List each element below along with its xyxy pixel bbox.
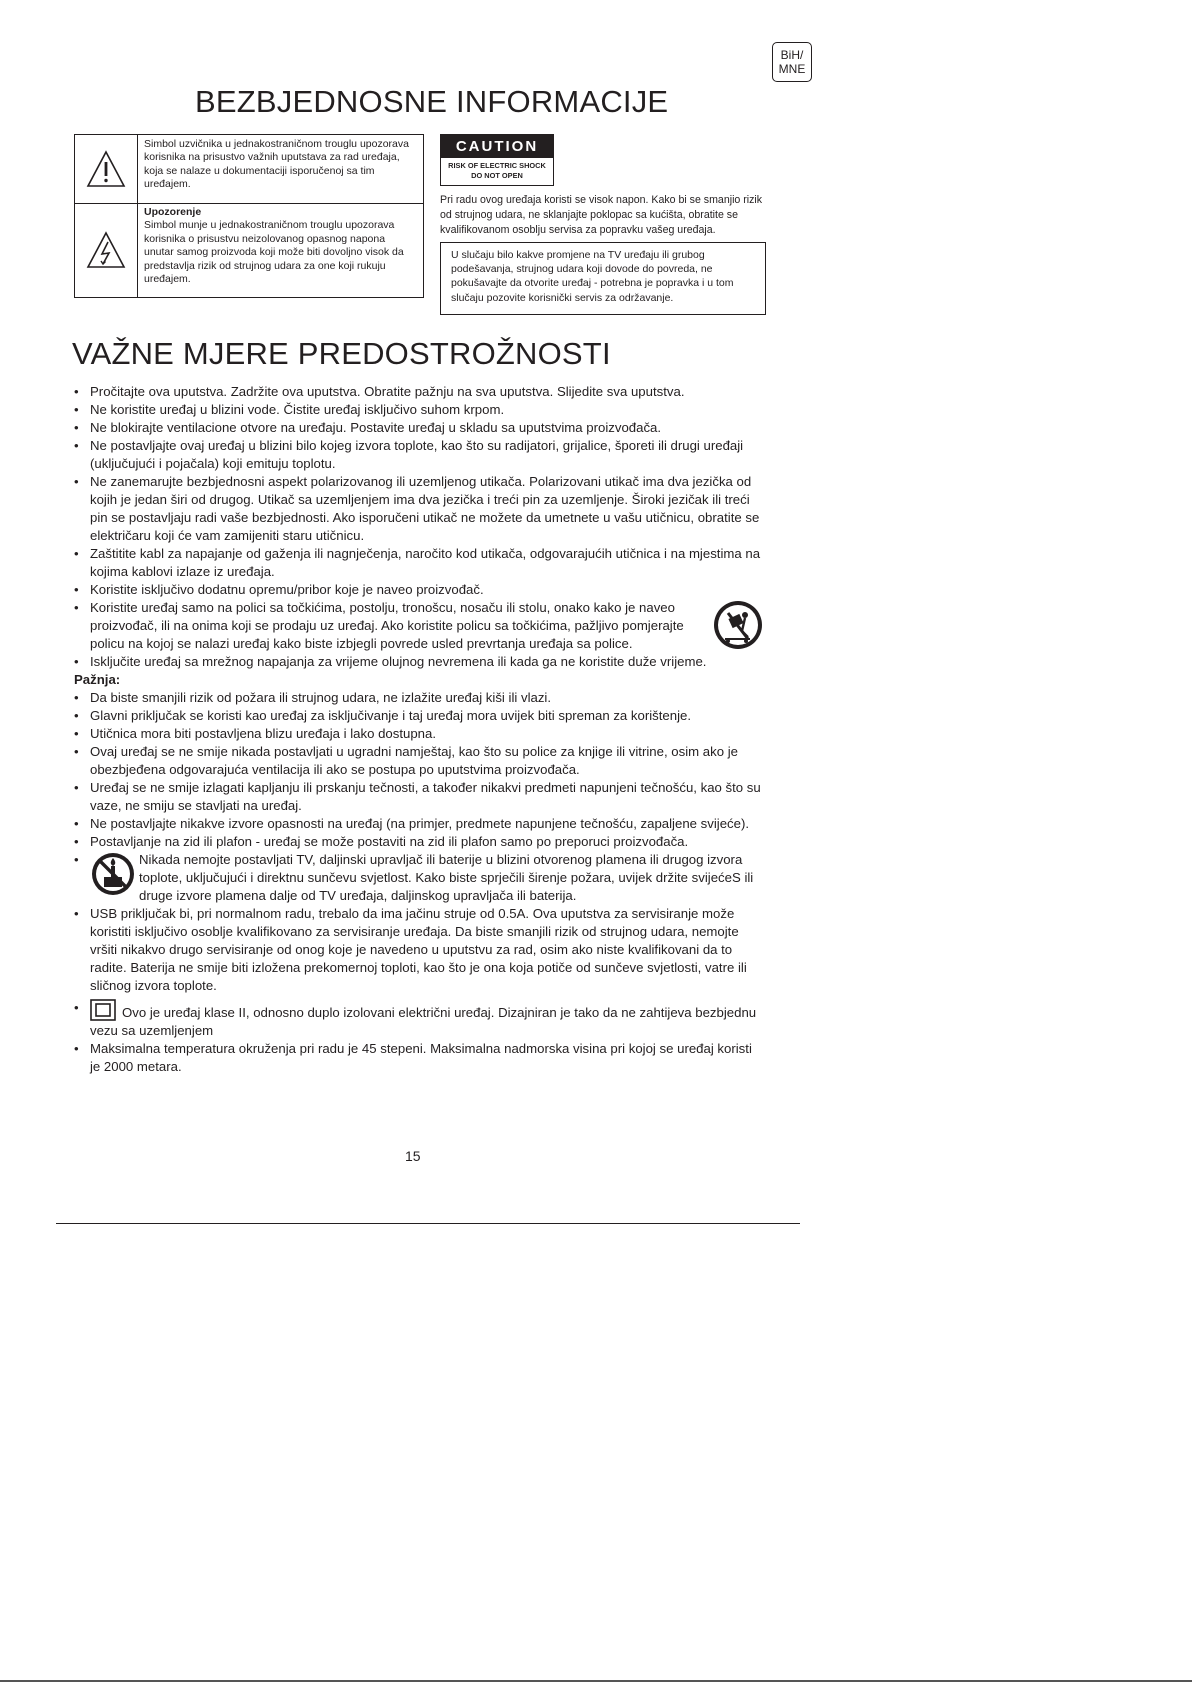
cart-tip-over-icon <box>712 599 764 651</box>
language-badge-line1: BiH/ <box>780 48 804 62</box>
notice-box: U slučaju bilo kakve promjene na TV uređaju ili grubog podešavanja, strujnog udara koji dovode do povreda, ne pokušavajte da otvorite uređaj - potrebna je popravka i u tom slučaju pozovite korisnički servis za održavanje. <box>440 242 766 315</box>
symbol-icon-cell <box>75 135 138 203</box>
symbol-row-lightning <box>75 203 423 297</box>
lightning-triangle-icon <box>86 231 126 269</box>
exclamation-triangle-icon <box>86 150 126 188</box>
language-badge <box>772 42 812 82</box>
symbol-icon-cell <box>75 203 138 297</box>
list-item: • Ovaj uređaj se ne smije nikada postavljati u ugradni namještaj, kao što su police za knjige ili vitrine, osim ako je obezbjeđena odgovarajuća ventilacija ili ako se postupa po uputstvima proizvođača. <box>74 743 764 779</box>
caution-paragraph: Pri radu ovog uređaja koristi se visok napon. Kako bi se smanjio rizik od strujnog udara, ne sklanjajte poklopac sa kućišta, obratite se kvalifikovanom osoblju servisa za popravku vašeg uređaja. <box>440 194 763 236</box>
attention-heading: Pažnja: <box>74 672 121 687</box>
list-item: • Uređaj se ne smije izlagati kapljanju ili prskanju tečnosti, a također nikakvi predmeti napunjeni tečnošću, kao što su vaze, ne smiju se stavljati na uređaj. <box>74 779 764 815</box>
list-item: • Koristite isključivo dodatnu opremu/pribor koje je naveo proizvođač. <box>74 581 764 599</box>
list-item: • Utičnica mora biti postavljena blizu uređaja i lako dostupna. <box>74 725 764 743</box>
list-item-text: • Nikada nemojte postavljati TV, daljinski upravljač ili baterije u blizini otvorenog plamena ili drugog izvora toplote, uključujući i direktnu sunčevu svjetlost. Kako biste sprječili širenje požara, uvijek držite svijećeS ili druge izvore plamena dalje od TV uređaja, daljinskog upravljača ili baterija. <box>139 852 754 903</box>
symbol-table <box>74 134 424 298</box>
precautions-title: VAŽNE MJERE PREDOSTROŽNOSTI <box>72 336 611 371</box>
list-item: • Ne zanemarujte bezbjednosni aspekt polarizovanog ili uzemljenog utikača. Polarizovani utikač ima dva jezička od kojih je jedan širi od drugog. Utikač sa uzemljenjem ima dva jezička i treći pin za uzemljenje. Široki jezičak ili treći pin se postavljaju radi vaše bezbjednosti. Ako isporučeni utikač ne možete da umetnete u vašu utičnicu, obratite se električaru koji će vam zamijeniti staru utičnicu. <box>74 473 764 545</box>
safety-title: BEZBJEDNOSNE INFORMACIJE <box>195 84 669 119</box>
list-item-text: Ovo je uređaj klase II, odnosno duplo izolovani električni uređaj. Dizajniran je tako da ne zahtijeva bezbjednu vezu sa uzemljenjem <box>90 1005 757 1038</box>
list-item: • Ne postavljajte nikakve izvore opasnosti na uređaj (na primjer, predmete napunjene tečnošću, zapaljene svijeće). <box>74 815 764 833</box>
double-insulation-icon <box>90 999 116 1021</box>
list-item: • Pročitajte ova uputstva. Zadržite ova uputstva. Obratite pažnju na sva uputstva. Slijedite sva uputstva. <box>74 383 764 401</box>
list-item: • Da biste smanjili rizik od požara ili strujnog udara, ne izlažite uređaj kiši ili vlazi. <box>74 689 764 707</box>
list-item-fire <box>74 851 764 905</box>
no-open-flame-icon <box>90 851 136 897</box>
list-item: • Ne blokirajte ventilacione otvore na uređaju. Postavite uređaj u skladu sa uputstvima proizvođača. <box>74 419 764 437</box>
language-badge-line2: MNE <box>778 62 806 76</box>
caution-label <box>440 134 554 186</box>
caution-sub-line2: DO NOT OPEN <box>471 170 523 180</box>
page-divider <box>56 1223 800 1224</box>
symbol-row-exclamation <box>75 135 423 204</box>
list-item: • Zaštitite kabl za napajanje od gaženja ili nagnječenja, naročito kod utikača, odgovarajućih utičnica i na mjestima na kojima kablovi izlaze iz uređaja. <box>74 545 764 581</box>
caution-title: CAUTION <box>441 135 553 158</box>
caution-sub-line1: RISK OF ELECTRIC SHOCK <box>448 161 546 170</box>
symbol-description <box>138 203 423 297</box>
list-item: • Glavni priključak se koristi kao uređaj za isključivanje i taj uređaj mora uvijek biti spreman za korištenje. <box>74 707 764 725</box>
symbol-description: Simbol uzvičnika u jednakostraničnom trouglu upozorava korisnika na prisustvo važnih uputstava za rad uređaja, koja se nalaze u dokumentaciji isporučenoj sa tim uređajem. <box>144 138 409 191</box>
warning-heading: Upozorenje <box>144 206 202 218</box>
list-item: • Maksimalna temperatura okruženja pri radu je 45 stepeni. Maksimalna nadmorska visina pri kojoj se uređaj koristi je 2000 metara. <box>74 1040 764 1076</box>
list-item: • USB priključak bi, pri normalnom radu, trebalo da ima jačinu struje od 0.5A. Ova uputstva za servisiranje može koristiti isključivo osoblje kvalifikovano za servisiranje uređaja. Da biste smanjili rizik od strujnog udara, nemojte vršiti nikakvo drugo servisiranje od onog koje je navedeno u uputstvu za rad, osim ako niste kvalifikovani da to radite. Baterija ne smije biti izložena prekomernoj toploti, kao što je ona koja potiče od sunčeve svjetlosti, vatre ili sličnog izvora toplote. <box>74 905 764 995</box>
list-item: • Ne koristite uređaj u blizini vode. Čistite uređaj isključivo suhom krpom. <box>74 401 764 419</box>
list-item: • Postavljanje na zid ili plafon - uređaj se može postaviti na zid ili plafon samo po preporuci proizvođača. <box>74 833 764 851</box>
page-number: 15 <box>405 1148 421 1164</box>
list-item: • Ne postavljajte ovaj uređaj u blizini bilo kojeg izvora toplote, kao što su radijatori, grijalice, šporeti ili drugi uređaji (uključujući i pojačala) koji emituju toplotu. <box>74 437 764 473</box>
list-item-text: Koristite uređaj samo na polici sa točkićima, postolju, tronošcu, nosaču ili stolu, onako kako je naveo proizvođač, ili na onima koji se prodaju uz uređaj. Ako koristite policu sa točkićima, pažljivo pomjerajte policu na kojoj se nalazi uređaj kako biste izbjegli povrede usled prevrtanja uređaja sa police. <box>90 600 684 651</box>
list-item-class2 <box>74 999 764 1040</box>
bottom-edge <box>0 1680 1192 1682</box>
list-item-cart <box>74 599 764 653</box>
warning-text: Simbol munje u jednakostraničnom trouglu upozorava korisnika o prisustvu neizolovanog opasnog napona unutar samog proizvoda koji može biti dovoljno visok da predstavlja rizik od strujnog udara za one koji rukuju uređajem. <box>144 219 404 286</box>
caution-subtitle <box>441 158 553 180</box>
list-item: • Isključite uređaj sa mrežnog napajanja za vrijeme olujnog nevremena ili kada ga ne koristite duže vrijeme. <box>74 653 764 671</box>
precautions-list <box>74 383 764 1076</box>
